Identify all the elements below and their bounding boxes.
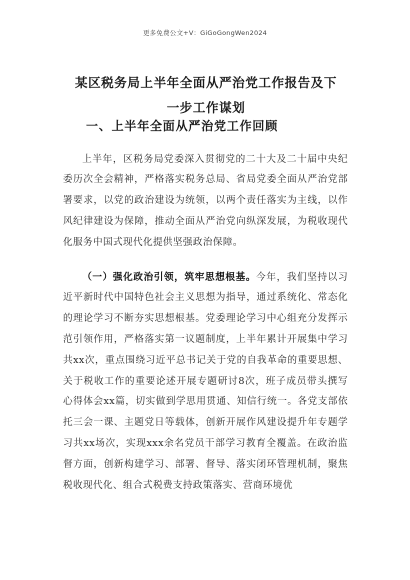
subsection-heading: （一）强化政治引领，筑牢思想根基。 xyxy=(82,271,257,283)
watermark-text: 更多免费公文+V：GiGoGongWen2024 xyxy=(142,29,267,37)
paragraph-body: 今年，我们坚持以习近平新时代中国特色社会主义思想为指导，通过系统化、常态化的理论学习不断夯实思想根基。党委理论学习中心组充分发挥示范引领作用，严格落实第一议题制度，上半年累计开展集中学习共xx次，重点围绕习近平总书记关于党的自我革命的重要思想、关于税收工作的重要论述开展专题研讨8次，班子成员带头撰写心得体会xx篇，切实做到学思用贯通、知信行统一。各党支部依托三会一课、主题党日等载体，创新开展作风建设提升年专题学习共xx场次，实现xxx余名党员干部学习教育全覆盖。在政治监督方面，创新构建学习、部署、督导、落实闭环管理机制，聚焦税收现代化、组合式税费支持政策落实、营商环境优 xyxy=(63,271,348,491)
paragraph-review-intro: 上半年，区税务局党委深入贯彻党的二十大及二十届中央纪委历次全会精神，严格落实税务总局、省局党委全面从严治党部署要求，以党的政治建设为统领，以两个责任落实为主线，以作风纪律建设为保障，推动全面从严治党向纵深发展，为税收现代化服务中国式现代化提供坚强政治保障。 xyxy=(63,153,348,248)
paragraph-political-guidance xyxy=(63,268,348,497)
section-heading: 一、上半年全面从严治党工作回顾 xyxy=(86,119,279,133)
document-title: 某区税务局上半年全面从严治党工作报告及下一步工作谋划 xyxy=(74,75,337,115)
